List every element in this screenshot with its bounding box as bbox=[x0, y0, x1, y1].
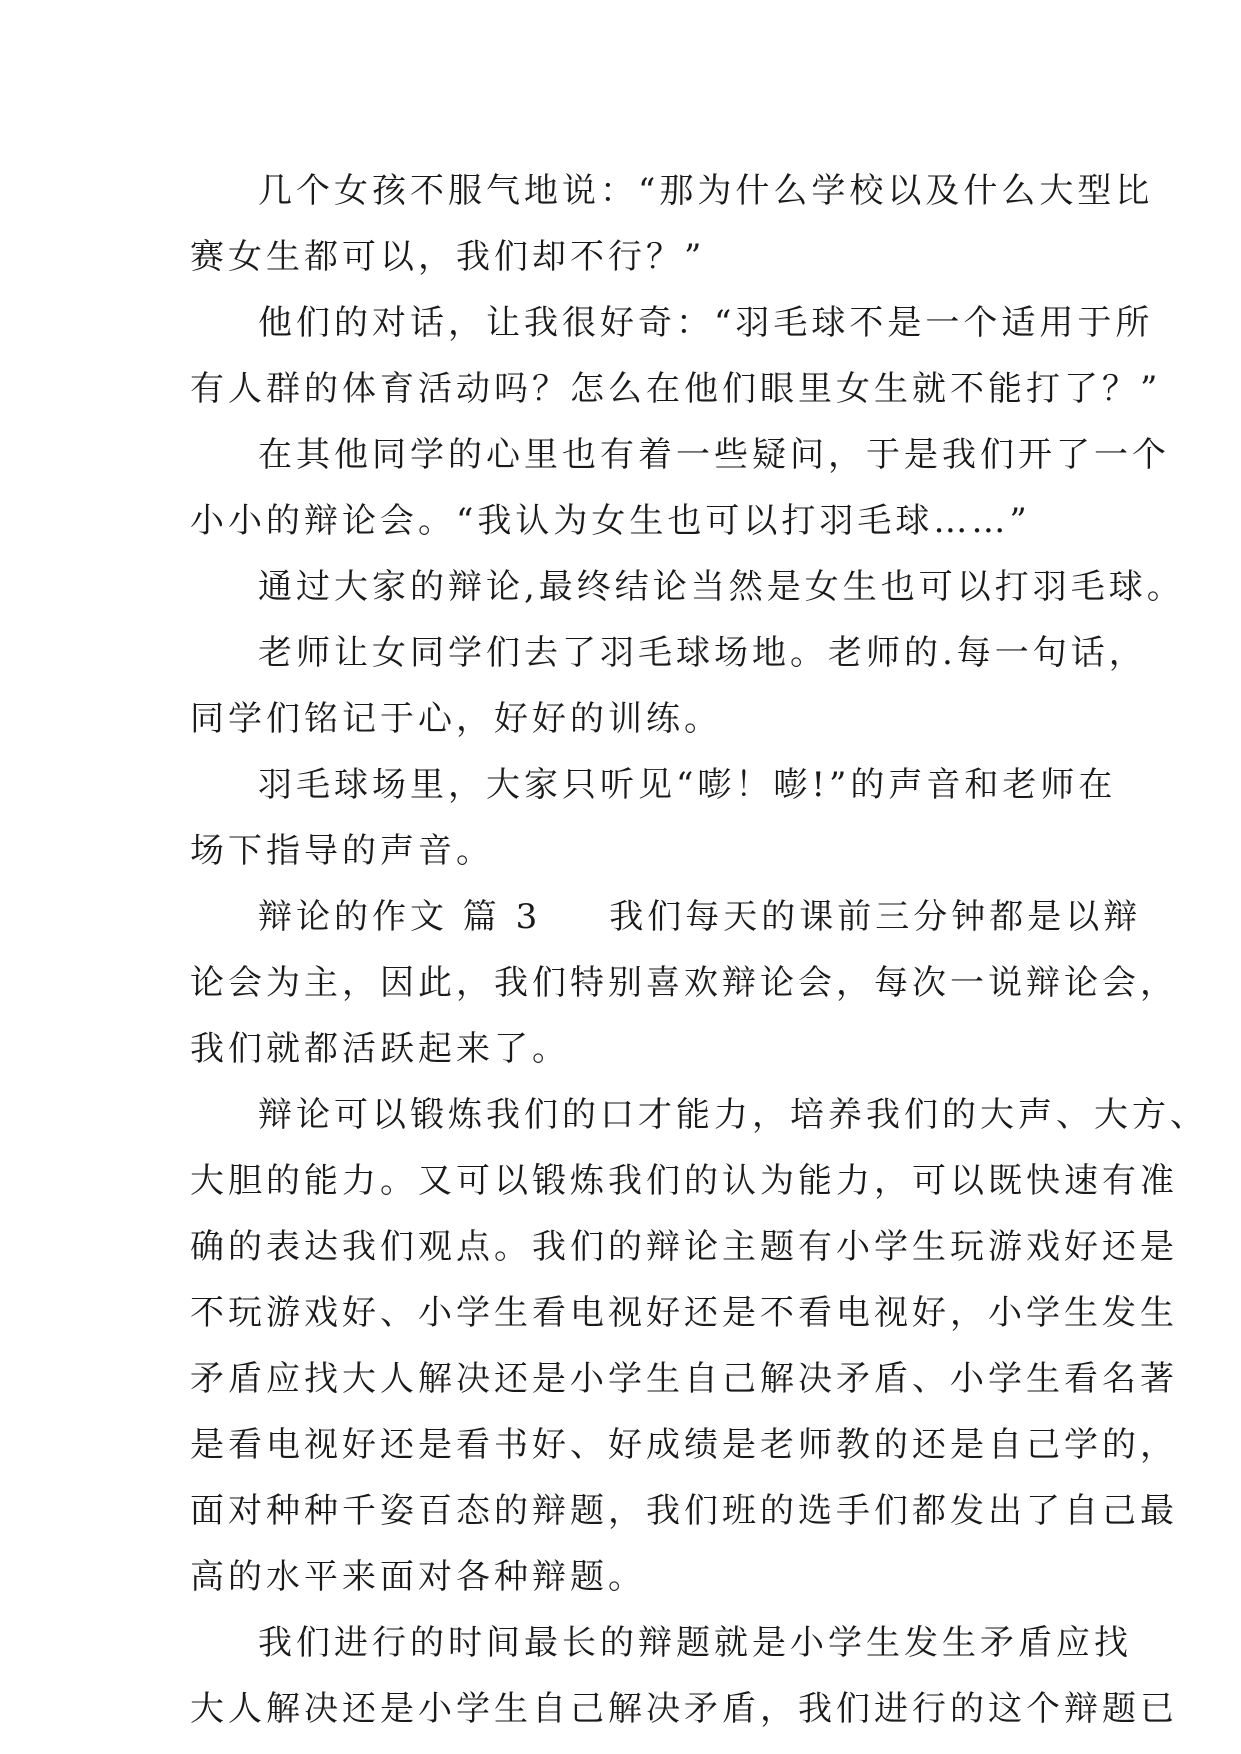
paragraph-line: 是看电视好还是看书好、好成绩是老师教的还是自己学的， bbox=[190, 1425, 1178, 1465]
paragraph-line: 辩论可以锻炼我们的口才能力，培养我们的大声、大方、 bbox=[258, 1095, 1208, 1135]
section-heading-line bbox=[190, 884, 1142, 950]
paragraph-line: 老师让女同学们去了羽毛球场地。老师的.每一句话， bbox=[258, 633, 1147, 673]
article-body bbox=[190, 158, 1208, 1742]
paragraph-line: 通过大家的辩论,最终结论当然是女生也可以打羽毛球。 bbox=[258, 567, 1185, 607]
paragraph-line: 他们的对话，让我很好奇：“羽毛球不是一个适用于所 bbox=[258, 303, 1154, 343]
paragraph-line: 同学们铭记于心，好好的训练。 bbox=[190, 699, 722, 739]
paragraph-line: 场下指导的声音。 bbox=[190, 831, 494, 871]
paragraph-line: 赛女生都可以，我们却不行？” bbox=[190, 237, 706, 277]
paragraph-line: 羽毛球场里，大家只听见“嘭！嘭!”的声音和老师在 bbox=[258, 765, 1117, 805]
paragraph-line: 高的水平来面对各种辩题。 bbox=[190, 1557, 646, 1597]
paragraph-line: 我们就都活跃起来了。 bbox=[190, 1029, 570, 1069]
paragraph-line: 几个女孩不服气地说：“那为什么学校以及什么大型比 bbox=[258, 171, 1154, 211]
paragraph-line: 面对种种千姿百态的辩题，我们班的选手们都发出了自己最 bbox=[190, 1491, 1178, 1531]
section-heading: 辩论的作文 篇 3 bbox=[258, 897, 542, 937]
paragraph-line: 论会为主，因此，我们特别喜欢辩论会，每次一说辩论会， bbox=[190, 963, 1178, 1003]
paragraph-line: 我们每天的课前三分钟都是以辩 bbox=[609, 897, 1142, 937]
paragraph-line: 有人群的体育活动吗？怎么在他们眼里女生就不能打了？” bbox=[190, 369, 1162, 409]
paragraph-line: 不玩游戏好、小学生看电视好还是不看电视好，小学生发生 bbox=[190, 1293, 1178, 1333]
paragraph-line: 我们进行的时间最长的辩题就是小学生发生矛盾应找 bbox=[258, 1623, 1132, 1663]
paragraph-line: 矛盾应找大人解决还是小学生自己解决矛盾、小学生看名著 bbox=[190, 1359, 1178, 1399]
paragraph-line: 小小的辩论会。“我认为女生也可以打羽毛球……” bbox=[190, 501, 1031, 541]
paragraph-line: 确的表达我们观点。我们的辩论主题有小学生玩游戏好还是 bbox=[190, 1227, 1178, 1267]
paragraph-line: 大人解决还是小学生自己解决矛盾，我们进行的这个辩题已 bbox=[190, 1689, 1178, 1729]
paragraph-line: 大胆的能力。又可以锻炼我们的认为能力，可以既快速有准 bbox=[190, 1161, 1178, 1201]
paragraph-line: 在其他同学的心里也有着一些疑问，于是我们开了一个 bbox=[258, 435, 1170, 475]
